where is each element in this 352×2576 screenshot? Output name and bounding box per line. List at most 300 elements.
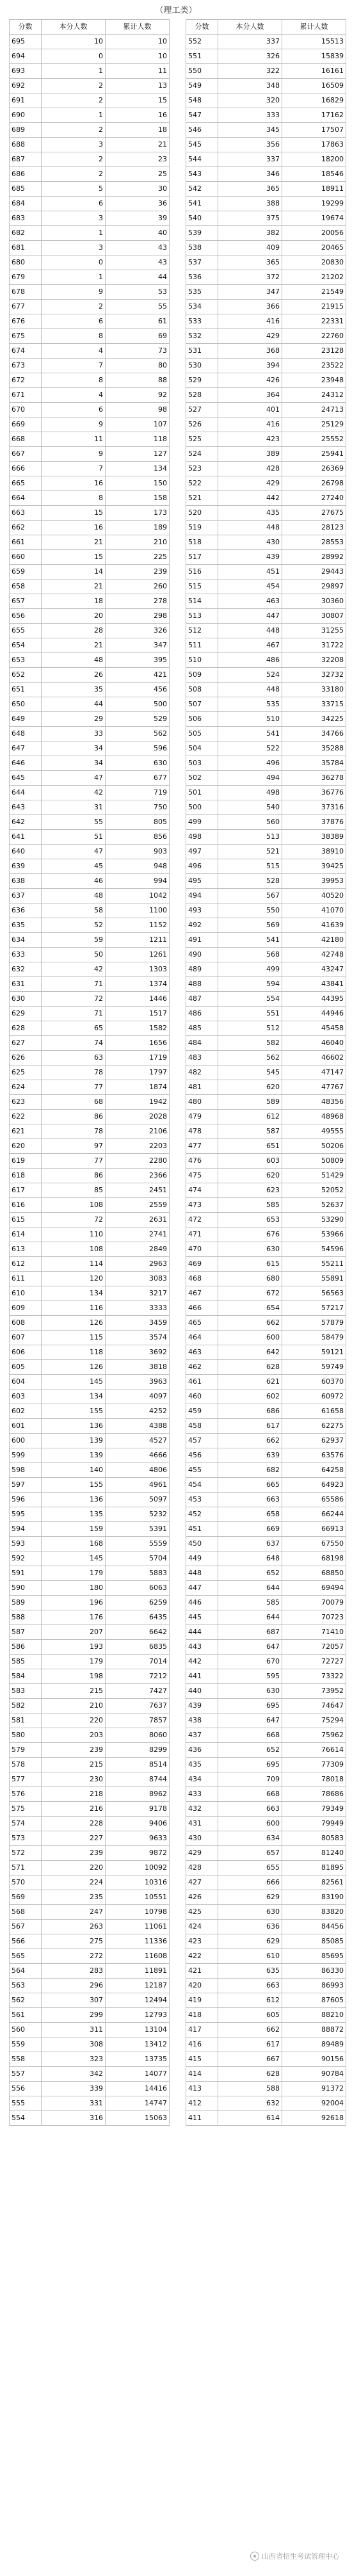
cell-score: 446 <box>186 1596 218 1610</box>
cell-score: 665 <box>10 476 42 491</box>
table-row <box>10 1227 170 1242</box>
table-row <box>186 2111 346 2126</box>
cell-count: 230 <box>42 1772 106 1787</box>
cell-count: 0 <box>42 49 106 64</box>
cell-cumulative: 52052 <box>282 1183 346 1198</box>
cell-count: 366 <box>218 300 282 314</box>
cell-score: 675 <box>10 329 42 344</box>
cell-count: 614 <box>218 2111 282 2126</box>
cell-cumulative: 25129 <box>282 417 346 432</box>
cell-score: 589 <box>10 1596 42 1610</box>
cell-count: 216 <box>42 1802 106 1817</box>
cell-score: 608 <box>10 1316 42 1331</box>
cell-count: 454 <box>218 579 282 594</box>
cell-cumulative: 5559 <box>106 1537 170 1551</box>
cell-cumulative: 61 <box>106 314 170 329</box>
table-row <box>10 1242 170 1257</box>
cell-count: 134 <box>42 1286 106 1301</box>
page-title: （理工类） <box>155 6 197 15</box>
cell-score: 683 <box>10 211 42 226</box>
cell-count: 4 <box>42 344 106 359</box>
cell-score: 555 <box>10 2096 42 2111</box>
table-row <box>10 1875 170 1890</box>
table-row <box>10 668 170 683</box>
cell-cumulative: 30807 <box>282 609 346 624</box>
cell-score: 578 <box>10 1758 42 1772</box>
cell-count: 337 <box>218 152 282 167</box>
cell-score: 668 <box>10 432 42 447</box>
table-row <box>186 1375 346 1389</box>
table-row <box>10 1890 170 1905</box>
cell-cumulative: 98 <box>106 403 170 417</box>
cell-score: 607 <box>10 1331 42 1345</box>
table-row <box>10 300 170 314</box>
cell-cumulative: 87605 <box>282 1993 346 2008</box>
table-row <box>186 2096 346 2111</box>
cell-cumulative: 74647 <box>282 1699 346 1713</box>
table-row <box>186 1596 346 1610</box>
cell-count: 600 <box>218 1331 282 1345</box>
cell-score: 695 <box>10 35 42 49</box>
table-row <box>186 329 346 344</box>
table-row <box>10 1964 170 1979</box>
cell-cumulative: 16509 <box>282 79 346 93</box>
cell-count: 108 <box>42 1198 106 1213</box>
cell-count: 522 <box>218 741 282 756</box>
cell-cumulative: 4388 <box>106 1419 170 1434</box>
cell-score: 565 <box>10 1949 42 1964</box>
cell-score: 473 <box>186 1198 218 1213</box>
table-row <box>10 1257 170 1272</box>
cell-cumulative: 66913 <box>282 1522 346 1537</box>
cell-count: 3 <box>42 211 106 226</box>
cell-cumulative: 13 <box>106 79 170 93</box>
cell-score: 504 <box>186 741 218 756</box>
table-row <box>10 1124 170 1139</box>
table-row <box>186 741 346 756</box>
cell-score: 629 <box>10 1007 42 1021</box>
table-header-row <box>10 20 170 35</box>
table-row <box>186 624 346 638</box>
cell-count: 382 <box>218 226 282 241</box>
cell-score: 428 <box>186 1861 218 1875</box>
cell-score: 478 <box>186 1124 218 1139</box>
cell-cumulative: 28992 <box>282 550 346 565</box>
table-row <box>186 1036 346 1051</box>
cell-cumulative: 29897 <box>282 579 346 594</box>
table-row <box>186 1802 346 1817</box>
cell-score: 548 <box>186 93 218 108</box>
table-row <box>10 1846 170 1861</box>
cell-count: 33 <box>42 727 106 741</box>
table-row <box>186 800 346 815</box>
table-row <box>186 815 346 830</box>
cell-score: 671 <box>10 388 42 403</box>
table-row <box>186 388 346 403</box>
cell-count: 585 <box>218 1198 282 1213</box>
cell-score: 623 <box>10 1095 42 1110</box>
cell-cumulative: 67550 <box>282 1537 346 1551</box>
cell-score: 648 <box>10 727 42 741</box>
cell-count: 615 <box>218 1257 282 1272</box>
cell-score: 420 <box>186 1979 218 1993</box>
cell-score: 559 <box>10 2037 42 2052</box>
table-row <box>10 447 170 462</box>
table-row <box>186 771 346 786</box>
cell-count: 263 <box>42 1920 106 1934</box>
cell-count: 168 <box>42 1537 106 1551</box>
cell-cumulative: 47767 <box>282 1080 346 1095</box>
cell-score: 669 <box>10 417 42 432</box>
cell-cumulative: 16829 <box>282 93 346 108</box>
cell-count: 7 <box>42 462 106 476</box>
table-row <box>186 992 346 1007</box>
cell-cumulative: 43 <box>106 255 170 270</box>
table-row <box>10 1581 170 1596</box>
cell-count: 51 <box>42 830 106 845</box>
cell-count: 2 <box>42 167 106 182</box>
cell-score: 412 <box>186 2096 218 2111</box>
table-row <box>186 1272 346 1286</box>
cell-score: 476 <box>186 1154 218 1169</box>
cell-cumulative: 1582 <box>106 1021 170 1036</box>
table-row <box>10 962 170 977</box>
cell-cumulative: 2631 <box>106 1213 170 1227</box>
cell-count: 180 <box>42 1581 106 1596</box>
cell-cumulative: 4252 <box>106 1404 170 1419</box>
table-row <box>186 447 346 462</box>
cell-cumulative: 15 <box>106 93 170 108</box>
cell-score: 527 <box>186 403 218 417</box>
cell-cumulative: 4097 <box>106 1389 170 1404</box>
cell-count: 600 <box>218 1817 282 1831</box>
cell-cumulative: 3217 <box>106 1286 170 1301</box>
cell-cumulative: 54596 <box>282 1242 346 1257</box>
cell-cumulative: 15839 <box>282 49 346 64</box>
cell-score: 617 <box>10 1183 42 1198</box>
cell-count: 562 <box>218 1051 282 1065</box>
cell-cumulative: 34225 <box>282 712 346 727</box>
cell-score: 571 <box>10 1861 42 1875</box>
cell-cumulative: 53 <box>106 285 170 300</box>
table-row <box>10 609 170 624</box>
cell-score: 612 <box>10 1257 42 1272</box>
cell-score: 467 <box>186 1286 218 1301</box>
cell-cumulative: 12494 <box>106 1993 170 2008</box>
cell-cumulative: 42180 <box>282 933 346 948</box>
cell-score: 540 <box>186 211 218 226</box>
table-row <box>10 1787 170 1802</box>
cell-count: 1 <box>42 108 106 123</box>
cell-count: 65 <box>42 1021 106 1036</box>
cell-count: 9 <box>42 447 106 462</box>
table-row <box>10 800 170 815</box>
cell-score: 661 <box>10 535 42 550</box>
cell-score: 496 <box>186 859 218 874</box>
cell-cumulative: 68198 <box>282 1551 346 1566</box>
cell-cumulative: 46040 <box>282 1036 346 1051</box>
table-row <box>186 521 346 535</box>
cell-count: 1 <box>42 270 106 285</box>
cell-cumulative: 62275 <box>282 1419 346 1434</box>
cell-cumulative: 76614 <box>282 1743 346 1758</box>
header-cumulative: 累计人数 <box>106 20 170 35</box>
cell-score: 463 <box>186 1345 218 1360</box>
cell-cumulative: 57879 <box>282 1316 346 1331</box>
cell-score: 604 <box>10 1375 42 1389</box>
cell-count: 77 <box>42 1154 106 1169</box>
cell-score: 595 <box>10 1507 42 1522</box>
cell-cumulative: 14416 <box>106 2082 170 2096</box>
cell-score: 512 <box>186 624 218 638</box>
cell-score: 588 <box>10 1610 42 1625</box>
table-row <box>186 1905 346 1920</box>
cell-count: 3 <box>42 241 106 255</box>
cell-cumulative: 86330 <box>282 1964 346 1979</box>
cell-count: 10 <box>42 35 106 49</box>
table-row <box>186 962 346 977</box>
cell-count: 14 <box>42 565 106 579</box>
cell-score: 445 <box>186 1610 218 1625</box>
cell-score: 443 <box>186 1640 218 1655</box>
cell-count: 52 <box>42 918 106 933</box>
cell-cumulative: 750 <box>106 800 170 815</box>
cell-score: 676 <box>10 314 42 329</box>
header-cumulative: 累计人数 <box>282 20 346 35</box>
table-row <box>186 403 346 417</box>
cell-count: 569 <box>218 918 282 933</box>
cell-cumulative: 1942 <box>106 1095 170 1110</box>
table-row <box>186 1095 346 1110</box>
cell-score: 598 <box>10 1463 42 1478</box>
cell-cumulative: 71410 <box>282 1625 346 1640</box>
table-row <box>186 830 346 845</box>
cell-cumulative: 70723 <box>282 1610 346 1625</box>
table-row <box>186 1743 346 1758</box>
table-row <box>186 1021 346 1036</box>
table-row <box>10 1065 170 1080</box>
cell-cumulative: 21915 <box>282 300 346 314</box>
cell-cumulative: 38910 <box>282 845 346 859</box>
cell-score: 628 <box>10 1021 42 1036</box>
cell-count: 356 <box>218 138 282 152</box>
table-row <box>186 1389 346 1404</box>
table-row <box>10 1640 170 1655</box>
table-row <box>186 476 346 491</box>
table-row <box>10 1522 170 1537</box>
table-row <box>186 79 346 93</box>
cell-count: 662 <box>218 2023 282 2037</box>
table-row <box>10 933 170 948</box>
cell-cumulative: 12187 <box>106 1979 170 1993</box>
cell-cumulative: 719 <box>106 786 170 800</box>
table-row <box>186 1861 346 1875</box>
table-row <box>10 1301 170 1316</box>
cell-cumulative: 19299 <box>282 197 346 211</box>
cell-count: 348 <box>218 79 282 93</box>
cell-count: 2 <box>42 152 106 167</box>
table-row <box>10 1272 170 1286</box>
table-row <box>186 2067 346 2082</box>
cell-score: 535 <box>186 285 218 300</box>
table-row <box>10 1213 170 1227</box>
table-row <box>186 462 346 476</box>
cell-score: 449 <box>186 1551 218 1566</box>
table-row <box>186 1463 346 1478</box>
cell-cumulative: 69494 <box>282 1581 346 1596</box>
cell-score: 672 <box>10 373 42 388</box>
table-row <box>10 859 170 874</box>
cell-count: 439 <box>218 550 282 565</box>
cell-count: 345 <box>218 123 282 138</box>
cell-cumulative: 24713 <box>282 403 346 417</box>
table-row <box>10 771 170 786</box>
cell-cumulative: 47147 <box>282 1065 346 1080</box>
cell-cumulative: 78018 <box>282 1772 346 1787</box>
table-row <box>10 535 170 550</box>
cell-cumulative: 14747 <box>106 2096 170 2111</box>
cell-count: 423 <box>218 432 282 447</box>
table-row <box>186 1949 346 1964</box>
cell-cumulative: 31722 <box>282 638 346 653</box>
cell-cumulative: 50206 <box>282 1139 346 1154</box>
cell-count: 4 <box>42 388 106 403</box>
cell-score: 507 <box>186 697 218 712</box>
table-row <box>186 1758 346 1772</box>
cell-count: 512 <box>218 1021 282 1036</box>
cell-cumulative: 6642 <box>106 1625 170 1640</box>
cell-count: 196 <box>42 1596 106 1610</box>
cell-score: 610 <box>10 1286 42 1301</box>
cell-cumulative: 28553 <box>282 535 346 550</box>
cell-count: 46 <box>42 874 106 889</box>
cell-score: 576 <box>10 1787 42 1802</box>
footer-text: 山西省招生考试管理中心 <box>262 2552 339 2561</box>
cell-score: 552 <box>186 35 218 49</box>
cell-score: 525 <box>186 432 218 447</box>
table-row <box>186 874 346 889</box>
circle-logo-icon <box>250 2552 259 2561</box>
cell-count: 21 <box>42 535 106 550</box>
cell-score: 614 <box>10 1227 42 1242</box>
cell-cumulative: 10 <box>106 35 170 49</box>
footer-watermark <box>250 2550 339 2563</box>
cell-count: 342 <box>42 2067 106 2082</box>
cell-count: 630 <box>218 1242 282 1257</box>
cell-count: 331 <box>42 2096 106 2111</box>
cell-cumulative: 2280 <box>106 1154 170 1169</box>
cell-score: 499 <box>186 815 218 830</box>
cell-score: 422 <box>186 1949 218 1964</box>
cell-score: 442 <box>186 1655 218 1669</box>
table-row <box>186 506 346 521</box>
cell-cumulative: 89489 <box>282 2037 346 2052</box>
cell-score: 415 <box>186 2052 218 2067</box>
cell-cumulative: 278 <box>106 594 170 609</box>
table-row <box>186 344 346 359</box>
cell-score: 522 <box>186 476 218 491</box>
table-row <box>186 1699 346 1713</box>
table-row <box>10 1802 170 1817</box>
table-row <box>10 741 170 756</box>
cell-cumulative: 948 <box>106 859 170 874</box>
cell-cumulative: 60972 <box>282 1389 346 1404</box>
table-row <box>186 1890 346 1905</box>
cell-cumulative: 34766 <box>282 727 346 741</box>
cell-score: 624 <box>10 1080 42 1095</box>
cell-score: 493 <box>186 903 218 918</box>
cell-cumulative: 6259 <box>106 1596 170 1610</box>
cell-cumulative: 3083 <box>106 1272 170 1286</box>
cell-score: 440 <box>186 1684 218 1699</box>
table-row <box>10 594 170 609</box>
table-row <box>10 1389 170 1404</box>
cell-count: 320 <box>218 93 282 108</box>
table-row <box>186 697 346 712</box>
cell-count: 528 <box>218 874 282 889</box>
cell-score: 414 <box>186 2067 218 2082</box>
cell-score: 641 <box>10 830 42 845</box>
table-row <box>186 1301 346 1316</box>
cell-count: 198 <box>42 1669 106 1684</box>
cell-count: 388 <box>218 197 282 211</box>
cell-count: 16 <box>42 476 106 491</box>
cell-cumulative: 83820 <box>282 1905 346 1920</box>
table-row <box>10 1905 170 1920</box>
table-row <box>186 1817 346 1831</box>
cell-cumulative: 173 <box>106 506 170 521</box>
cell-score: 694 <box>10 49 42 64</box>
cell-score: 417 <box>186 2023 218 2037</box>
cell-count: 670 <box>218 1655 282 1669</box>
cell-count: 8 <box>42 329 106 344</box>
cell-cumulative: 21549 <box>282 285 346 300</box>
table-row <box>10 889 170 903</box>
cell-cumulative: 40520 <box>282 889 346 903</box>
cell-count: 224 <box>42 1875 106 1890</box>
cell-count: 136 <box>42 1493 106 1507</box>
cell-count: 8 <box>42 491 106 506</box>
cell-cumulative: 91372 <box>282 2082 346 2096</box>
cell-cumulative: 150 <box>106 476 170 491</box>
table-row <box>186 1360 346 1375</box>
cell-cumulative: 11 <box>106 64 170 79</box>
cell-cumulative: 2203 <box>106 1139 170 1154</box>
cell-count: 275 <box>42 1934 106 1949</box>
cell-cumulative: 58479 <box>282 1331 346 1345</box>
cell-score: 568 <box>10 1905 42 1920</box>
cell-score: 434 <box>186 1772 218 1787</box>
cell-cumulative: 33715 <box>282 697 346 712</box>
cell-score: 533 <box>186 314 218 329</box>
cell-cumulative: 39425 <box>282 859 346 874</box>
table-row <box>10 344 170 359</box>
cell-score: 659 <box>10 565 42 579</box>
table-row <box>10 1566 170 1581</box>
table-row <box>10 462 170 476</box>
cell-score: 482 <box>186 1065 218 1080</box>
cell-score: 639 <box>10 859 42 874</box>
cell-score: 567 <box>10 1920 42 1934</box>
cell-count: 16 <box>42 521 106 535</box>
cell-score: 679 <box>10 270 42 285</box>
cell-count: 2 <box>42 123 106 138</box>
cell-score: 681 <box>10 241 42 255</box>
table-row <box>186 1713 346 1728</box>
table-row <box>10 1920 170 1934</box>
cell-score: 500 <box>186 800 218 815</box>
cell-count: 365 <box>218 255 282 270</box>
